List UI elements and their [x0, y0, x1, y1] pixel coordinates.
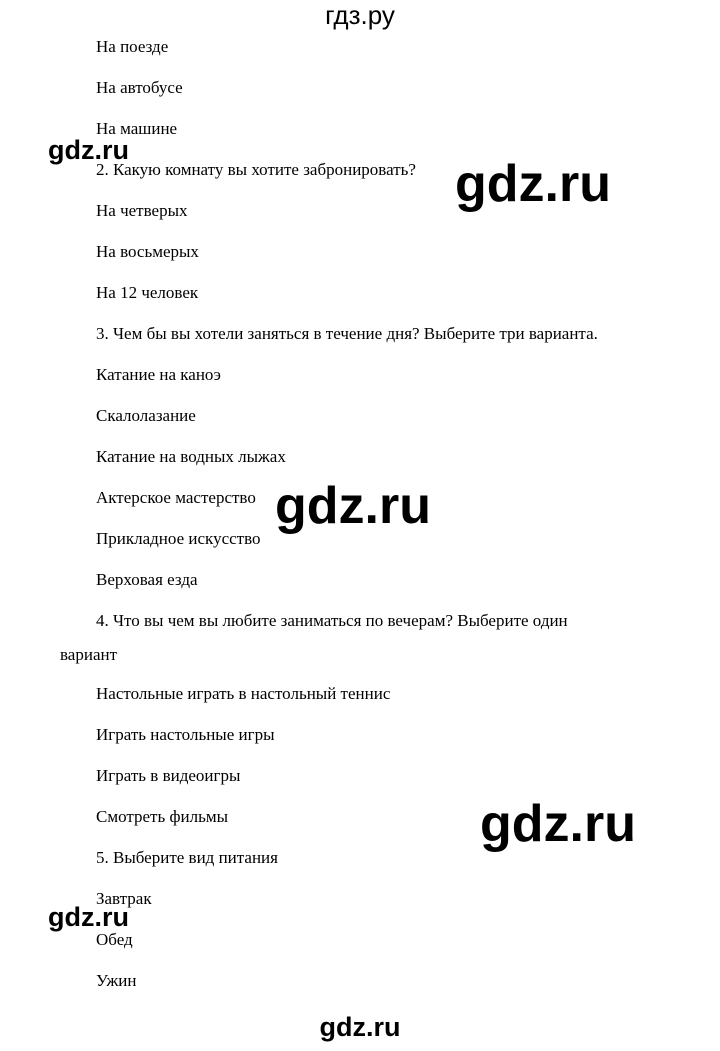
option-car: На машине	[96, 119, 178, 138]
option-twelve: На 12 человек	[96, 283, 199, 302]
option-boardgames: Играть настольные игры	[96, 725, 275, 744]
option-riding: Верховая езда	[96, 570, 198, 589]
option-tabletennis: Настольные играть в настольный теннис	[96, 684, 391, 703]
watermark-4: gdz.ru	[480, 795, 636, 853]
option-bus: На автобусе	[96, 78, 183, 97]
watermark-5: gdz.ru	[48, 902, 129, 932]
option-crafts: Прикладное искусство	[96, 529, 261, 548]
option-waterski: Катание на водных лыжах	[96, 447, 286, 466]
question-4-cont: вариант	[60, 645, 118, 664]
option-four: На четверых	[96, 201, 188, 220]
option-acting: Актерское мастерство	[96, 488, 256, 507]
option-lunch: Обед	[96, 930, 133, 949]
watermark-2: gdz.ru	[455, 155, 611, 213]
site-header: гдз.ру	[325, 0, 395, 30]
watermark-1: gdz.ru	[48, 135, 129, 165]
question-3: 3. Чем бы вы хотели заняться в течение дня? Выберите три варианта.	[96, 324, 598, 343]
watermark-3: gdz.ru	[275, 477, 431, 535]
option-canoe: Катание на каноэ	[96, 365, 221, 384]
option-movies: Смотреть фильмы	[96, 807, 229, 826]
question-4: 4. Что вы чем вы любите заниматься по вечерам? Выберите один	[96, 611, 568, 630]
question-5: 5. Выберите вид питания	[96, 848, 278, 867]
option-dinner: Ужин	[96, 971, 137, 990]
option-climbing: Скалолазание	[96, 406, 196, 425]
question-2: 2. Какую комнату вы хотите забронировать?	[96, 160, 416, 179]
watermark-footer: gdz.ru	[319, 1012, 401, 1042]
option-eight: На восьмерых	[96, 242, 199, 261]
option-videogames: Играть в видеоигры	[96, 766, 241, 785]
option-train: На поезде	[96, 37, 169, 56]
option-breakfast: Завтрак	[96, 889, 152, 908]
